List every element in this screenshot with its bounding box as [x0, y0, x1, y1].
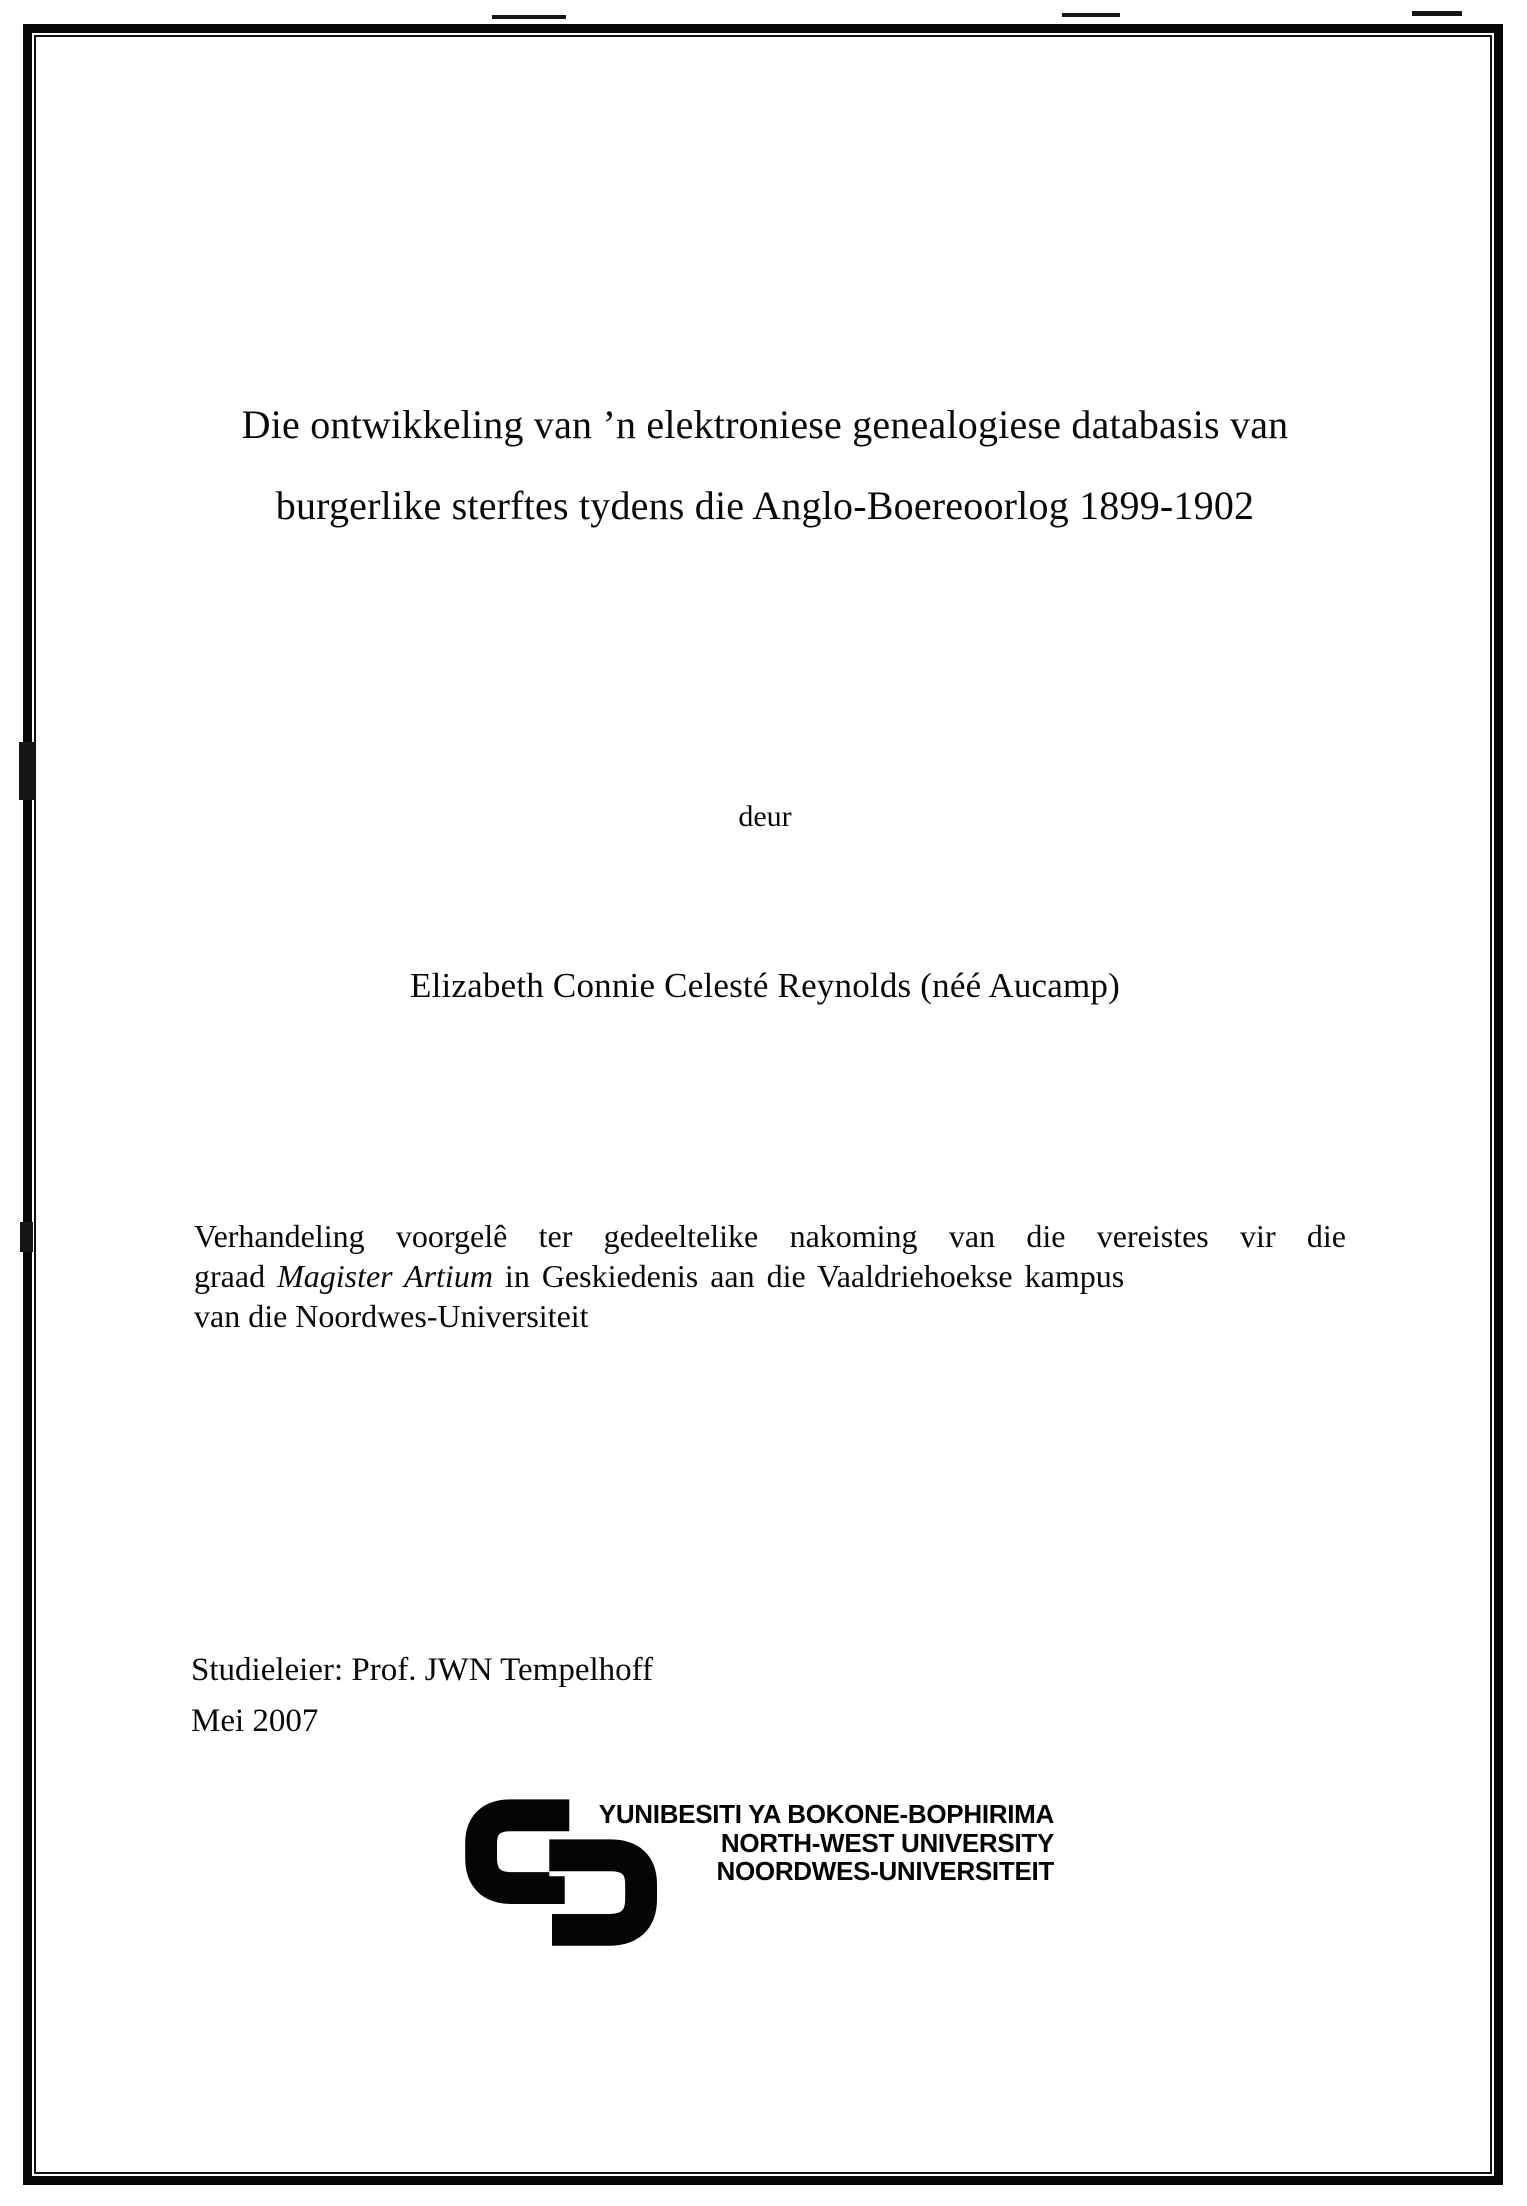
degree-statement-line-1: Verhandeling voorgelê ter gedeeltelike nakoming van die vereistes vir die — [194, 1218, 1346, 1254]
nwu-logo-line-afrikaans: NOORDWES-UNIVERSITEIT — [716, 1856, 1054, 1886]
scan-artifact — [1412, 11, 1462, 16]
thesis-title — [190, 384, 1340, 546]
thesis-title-line-2: burgerlike sterftes tydens die Anglo-Boereoorlog 1899-1902 — [275, 483, 1255, 528]
supervisor-block — [191, 1645, 653, 1747]
scan-artifact — [19, 742, 35, 800]
degree-statement-line-2-suffix: in Geskiedenis aan die Vaaldriehoekse kampus — [492, 1258, 1125, 1294]
degree-statement-line-2 — [194, 1256, 1346, 1296]
degree-statement — [194, 1216, 1346, 1336]
degree-statement-line-2-prefix: graad — [194, 1258, 278, 1294]
date-line: Mei 2007 — [191, 1703, 319, 1739]
byline-label: deur — [738, 800, 792, 833]
nwu-logo — [462, 1794, 1062, 1954]
author-name: Elizabeth Connie Celesté Reynolds (néé Aucamp) — [410, 966, 1120, 1005]
scan-artifact — [492, 15, 566, 19]
scan-artifact — [20, 1222, 33, 1252]
supervisor-line: Studieleier: Prof. JWN Tempelhoff — [191, 1652, 654, 1688]
nwu-logo-line-setswana: YUNIBESITI YA BOKONE-BOPHIRIMA — [598, 1799, 1054, 1829]
thesis-title-line-1: Die ontwikkeling van ’n elektroniese genealogiese databasis van — [241, 402, 1289, 447]
nwu-logo-line-english: NORTH-WEST UNIVERSITY — [720, 1827, 1054, 1858]
degree-name-italic: Magister Artium — [277, 1258, 493, 1294]
nwu-logo-wordmark — [594, 1800, 1054, 1886]
scan-artifact — [1062, 13, 1120, 17]
degree-statement-line-3: van die Noordwes-Universiteit — [194, 1298, 589, 1334]
